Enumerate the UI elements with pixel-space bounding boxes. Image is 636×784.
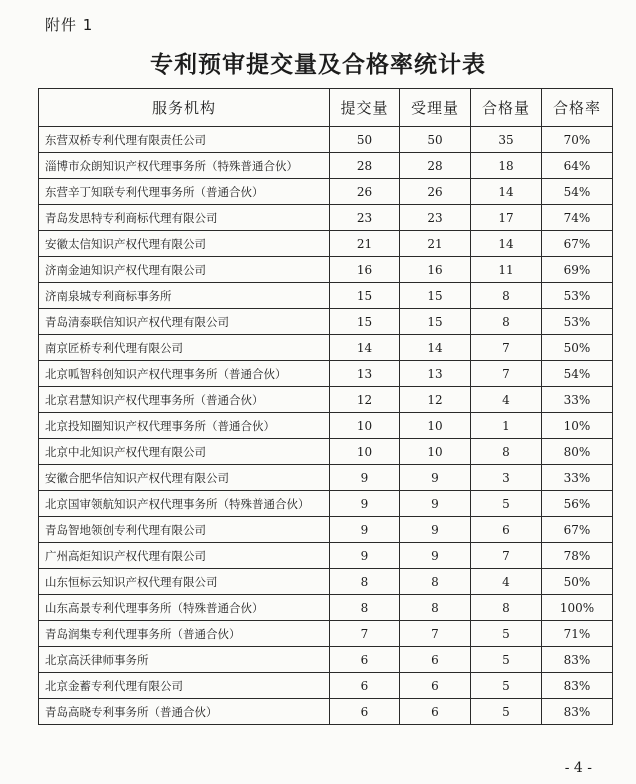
table-row xyxy=(39,231,613,257)
cell-submitted: 15 xyxy=(330,309,400,335)
column-header-agency: 服务机构 xyxy=(39,89,330,127)
cell-rate: 64% xyxy=(542,153,613,179)
cell-rate: 83% xyxy=(542,673,613,699)
cell-qualified: 8 xyxy=(471,439,542,465)
cell-accepted: 6 xyxy=(400,673,471,699)
cell-qualified: 5 xyxy=(471,673,542,699)
table-row xyxy=(39,647,613,673)
cell-submitted: 16 xyxy=(330,257,400,283)
cell-agency: 青岛智地领创专利代理有限公司 xyxy=(39,517,330,543)
cell-agency: 北京中北知识产权代理有限公司 xyxy=(39,439,330,465)
cell-rate: 83% xyxy=(542,647,613,673)
cell-accepted: 9 xyxy=(400,465,471,491)
table-row xyxy=(39,205,613,231)
cell-submitted: 6 xyxy=(330,673,400,699)
cell-accepted: 13 xyxy=(400,361,471,387)
cell-accepted: 8 xyxy=(400,569,471,595)
column-header-submitted: 提交量 xyxy=(330,89,400,127)
cell-qualified: 8 xyxy=(471,283,542,309)
cell-qualified: 1 xyxy=(471,413,542,439)
table-row xyxy=(39,699,613,725)
cell-agency: 北京投知圈知识产权代理事务所（普通合伙） xyxy=(39,413,330,439)
cell-rate: 56% xyxy=(542,491,613,517)
cell-accepted: 12 xyxy=(400,387,471,413)
cell-agency: 北京君慧知识产权代理事务所（普通合伙） xyxy=(39,387,330,413)
cell-accepted: 23 xyxy=(400,205,471,231)
cell-rate: 74% xyxy=(542,205,613,231)
cell-accepted: 9 xyxy=(400,491,471,517)
cell-agency: 青岛润集专利代理事务所（普通合伙） xyxy=(39,621,330,647)
cell-submitted: 14 xyxy=(330,335,400,361)
cell-accepted: 6 xyxy=(400,699,471,725)
table-row xyxy=(39,595,613,621)
table-row xyxy=(39,387,613,413)
cell-submitted: 9 xyxy=(330,465,400,491)
table-row xyxy=(39,673,613,699)
attachment-label: 附件 1 xyxy=(45,16,94,34)
cell-qualified: 7 xyxy=(471,543,542,569)
table-row xyxy=(39,257,613,283)
cell-submitted: 21 xyxy=(330,231,400,257)
cell-accepted: 10 xyxy=(400,413,471,439)
cell-qualified: 5 xyxy=(471,699,542,725)
cell-agency: 山东恒标云知识产权代理有限公司 xyxy=(39,569,330,595)
cell-submitted: 9 xyxy=(330,543,400,569)
cell-agency: 青岛清泰联信知识产权代理有限公司 xyxy=(39,309,330,335)
cell-agency: 安徽合肥华信知识产权代理有限公司 xyxy=(39,465,330,491)
cell-accepted: 6 xyxy=(400,647,471,673)
cell-agency: 济南泉城专利商标事务所 xyxy=(39,283,330,309)
cell-rate: 53% xyxy=(542,283,613,309)
cell-submitted: 50 xyxy=(330,127,400,153)
cell-qualified: 18 xyxy=(471,153,542,179)
cell-rate: 100% xyxy=(542,595,613,621)
cell-agency: 东营辛丁知联专利代理事务所（普通合伙） xyxy=(39,179,330,205)
cell-qualified: 14 xyxy=(471,231,542,257)
table-row xyxy=(39,361,613,387)
table-row xyxy=(39,335,613,361)
cell-rate: 50% xyxy=(542,335,613,361)
table-row xyxy=(39,309,613,335)
cell-accepted: 10 xyxy=(400,439,471,465)
cell-accepted: 14 xyxy=(400,335,471,361)
cell-accepted: 28 xyxy=(400,153,471,179)
cell-rate: 69% xyxy=(542,257,613,283)
page-number: - 4 - xyxy=(564,760,592,776)
cell-qualified: 17 xyxy=(471,205,542,231)
statistics-table xyxy=(38,88,613,725)
cell-qualified: 7 xyxy=(471,361,542,387)
cell-agency: 青岛发思特专利商标代理有限公司 xyxy=(39,205,330,231)
cell-rate: 33% xyxy=(542,387,613,413)
cell-agency: 东营双桥专利代理有限责任公司 xyxy=(39,127,330,153)
cell-rate: 80% xyxy=(542,439,613,465)
cell-submitted: 26 xyxy=(330,179,400,205)
cell-accepted: 8 xyxy=(400,595,471,621)
cell-accepted: 9 xyxy=(400,517,471,543)
column-header-rate: 合格率 xyxy=(542,89,613,127)
cell-accepted: 16 xyxy=(400,257,471,283)
cell-qualified: 8 xyxy=(471,309,542,335)
cell-qualified: 4 xyxy=(471,569,542,595)
cell-rate: 83% xyxy=(542,699,613,725)
cell-submitted: 8 xyxy=(330,569,400,595)
cell-accepted: 15 xyxy=(400,283,471,309)
cell-submitted: 12 xyxy=(330,387,400,413)
cell-accepted: 9 xyxy=(400,543,471,569)
cell-rate: 67% xyxy=(542,231,613,257)
table-row xyxy=(39,439,613,465)
cell-submitted: 15 xyxy=(330,283,400,309)
cell-submitted: 13 xyxy=(330,361,400,387)
table-row xyxy=(39,543,613,569)
table-row xyxy=(39,569,613,595)
cell-rate: 71% xyxy=(542,621,613,647)
cell-accepted: 26 xyxy=(400,179,471,205)
cell-submitted: 28 xyxy=(330,153,400,179)
cell-submitted: 9 xyxy=(330,491,400,517)
table-row xyxy=(39,621,613,647)
cell-rate: 10% xyxy=(542,413,613,439)
table-row xyxy=(39,413,613,439)
cell-agency: 北京呱智科创知识产权代理事务所（普通合伙） xyxy=(39,361,330,387)
cell-qualified: 5 xyxy=(471,491,542,517)
table-row xyxy=(39,491,613,517)
cell-submitted: 10 xyxy=(330,413,400,439)
cell-agency: 山东高景专利代理事务所（特殊普通合伙） xyxy=(39,595,330,621)
cell-rate: 50% xyxy=(542,569,613,595)
cell-accepted: 7 xyxy=(400,621,471,647)
table-row xyxy=(39,517,613,543)
cell-qualified: 5 xyxy=(471,621,542,647)
table-row xyxy=(39,153,613,179)
table-body xyxy=(39,127,613,725)
cell-agency: 北京金蓄专利代理有限公司 xyxy=(39,673,330,699)
cell-qualified: 4 xyxy=(471,387,542,413)
cell-agency: 北京国审领航知识产权代理事务所（特殊普通合伙） xyxy=(39,491,330,517)
cell-qualified: 35 xyxy=(471,127,542,153)
cell-rate: 70% xyxy=(542,127,613,153)
cell-qualified: 6 xyxy=(471,517,542,543)
cell-submitted: 8 xyxy=(330,595,400,621)
cell-rate: 54% xyxy=(542,361,613,387)
table-row xyxy=(39,283,613,309)
cell-qualified: 3 xyxy=(471,465,542,491)
table-row xyxy=(39,465,613,491)
cell-rate: 54% xyxy=(542,179,613,205)
document-title: 专利预审提交量及合格率统计表 xyxy=(150,52,486,78)
cell-rate: 67% xyxy=(542,517,613,543)
cell-rate: 78% xyxy=(542,543,613,569)
table-row xyxy=(39,179,613,205)
cell-agency: 南京匠桥专利代理有限公司 xyxy=(39,335,330,361)
cell-agency: 淄博市众朗知识产权代理事务所（特殊普通合伙） xyxy=(39,153,330,179)
cell-accepted: 15 xyxy=(400,309,471,335)
cell-rate: 53% xyxy=(542,309,613,335)
cell-agency: 北京高沃律师事务所 xyxy=(39,647,330,673)
cell-rate: 33% xyxy=(542,465,613,491)
cell-qualified: 14 xyxy=(471,179,542,205)
cell-qualified: 11 xyxy=(471,257,542,283)
column-header-accepted: 受理量 xyxy=(400,89,471,127)
table-header-row xyxy=(39,89,613,127)
cell-qualified: 7 xyxy=(471,335,542,361)
table-row xyxy=(39,127,613,153)
cell-qualified: 5 xyxy=(471,647,542,673)
cell-agency: 广州高炬知识产权代理有限公司 xyxy=(39,543,330,569)
cell-agency: 济南金迪知识产权代理有限公司 xyxy=(39,257,330,283)
cell-submitted: 23 xyxy=(330,205,400,231)
cell-submitted: 7 xyxy=(330,621,400,647)
cell-agency: 安徽太信知识产权代理有限公司 xyxy=(39,231,330,257)
cell-qualified: 8 xyxy=(471,595,542,621)
column-header-qualified: 合格量 xyxy=(471,89,542,127)
cell-accepted: 21 xyxy=(400,231,471,257)
cell-submitted: 6 xyxy=(330,699,400,725)
cell-submitted: 9 xyxy=(330,517,400,543)
cell-agency: 青岛高晓专利事务所（普通合伙） xyxy=(39,699,330,725)
cell-accepted: 50 xyxy=(400,127,471,153)
cell-submitted: 10 xyxy=(330,439,400,465)
cell-submitted: 6 xyxy=(330,647,400,673)
